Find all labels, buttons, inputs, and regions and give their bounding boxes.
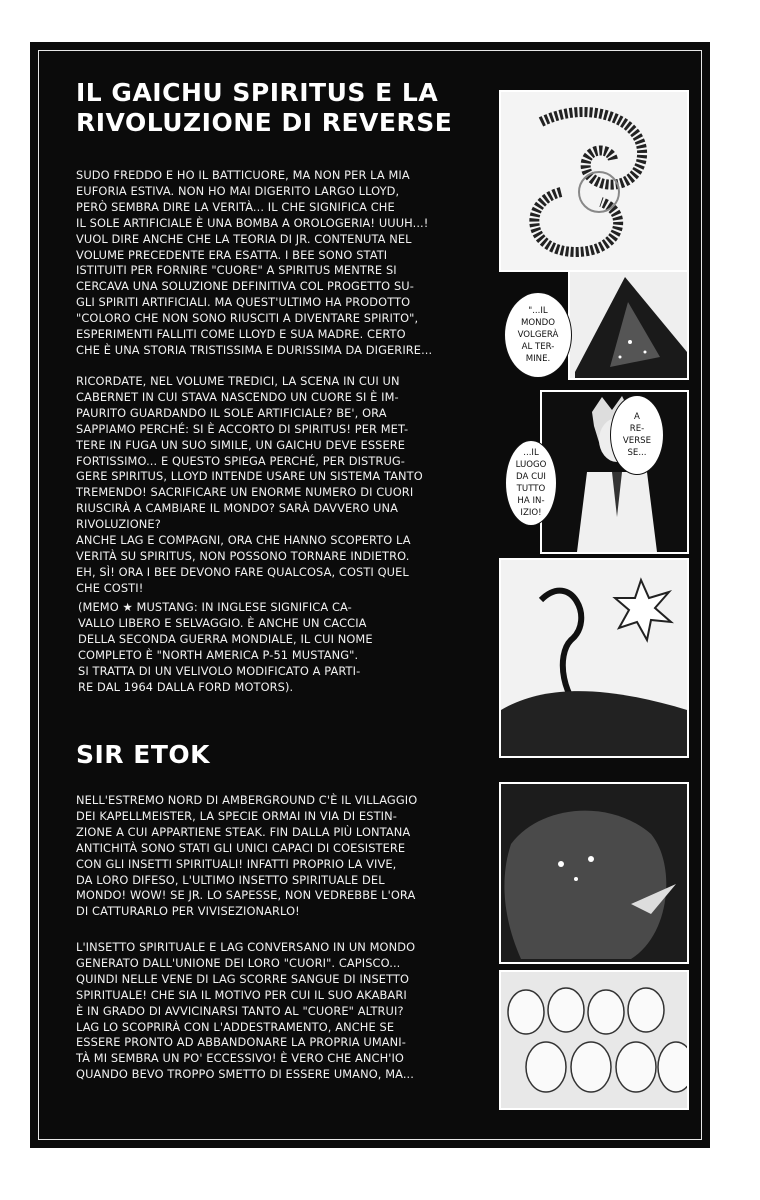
paragraph-spirit-insect: L'INSETTO SPIRITUALE E LAG CONVERSANO IN UN MONDO GENERATO DALL'UNIONE DEI LORO "CUORI". CAPISCO... QUINDI NELLE VENE DI LAG SCORRE SANGUE DI INSETTO SPIRITUALE! CHE SIA IL MOTIVO PER CUI IL SUO AKABARI È IN GRADO DI AVVICINARSI TANTO AL "CUORE" ALTRUI? LAG LO SCOPRIRÀ CON L'ADDESTRAMENTO, ANCHE SE ESSERE PRONTO AD ABBANDONARE LA PROPRIA UMANI- TÀ MI SEMBRA UN PO' ECCESSIVO! È VERO CHE ANCH'IO QUANDO BEVO TROPPO SMETTO DI ESSERE UMANO, MA... <box>76 940 416 1082</box>
speech-bubble-reverse: A RE- VERSE SE... <box>610 395 664 475</box>
paragraph-mustang-memo: (MEMO ★ MUSTANG: IN INGLESE SIGNIFICA CA- VALLO LIBERO E SELVAGGIO. È ANCHE UN CACCIA DELLA SECONDA GUERRA MONDIALE, IL CUI NOME COMPLETO È "NORTH AMERICA P-51 MUSTANG". SI TRATTA DI UN VELIVOLO MODIFICATO A PARTI- RE DAL 1964 DALLA FORD MOTORS). <box>78 600 373 694</box>
manga-panel-crystal <box>568 270 689 380</box>
section-title-sir-etok: SIR ETOK <box>76 740 211 769</box>
insect-illustration <box>501 784 687 962</box>
speech-bubble-world-end: "...IL MONDO VOLGERÀ AL TER- MINE. <box>504 292 572 378</box>
paragraph-spiritus-intro: SUDO FREDDO E HO IL BATTICUORE, MA NON PER LA MIA EUFORIA ESTIVA. NON HO MAI DIGERITO LARGO LLOYD, PERÒ SEMBRA DIRE LA VERITÀ... IL CHE SIGNIFICA CHE IL SOLE ARTIFICIALE È UNA BOMBA A OROLOGERIA! UUUH...! VUOL DIRE ANCHE CHE LA TEORIA DI JR. CONTENUTA NEL VOLUME PRECEDENTE ERA ESATTA. I BEE SONO STATI ISTITUITI PER FORNIRE "CUORE" A SPIRITUS MENTRE SI CERCAVA UNA SOLUZIONE DEFINITIVA COL PROGETTO SU- GLI SPIRITI ARTIFICIALI. MA QUEST'ULTIMO HA PRODOTTO "COLORO CHE NON SONO RIUSCITI A DIVENTARE SPIRITO", ESPERIMENTI FALLITI COME LLOYD E SUA MADRE. CERTO CHE È UNA STORIA TRISTISSIMA E DURISSIMA DA DIGERIRE... <box>76 168 433 357</box>
creature-illustration <box>501 560 687 756</box>
paragraph-cabernet: RICORDATE, NEL VOLUME TREDICI, LA SCENA IN CUI UN CABERNET IN CUI STAVA NASCENDO UN CUORE SI È IM- PAURITO GUARDANDO IL SOLE ARTIFICIALE? BE', ORA SAPPIAMO PERCHÉ: SI È ACCORTO DI SPIRITUS! PER MET- TERE IN FUGA UN SUO SIMILE, UN GAICHU DEVE ESSERE FORTISSIMO... E QUESTO SPIEGA PERCHÉ, PER DISTRUG- GERE SPIRITUS, LLOYD INTENDE USARE UN SISTEMA TANTO TREMENDO! SACRIFICARE UN ENORME NUMERO DI CUORI RIUSCIRÀ A CAMBIARE IL MONDO? SARÀ DAVVERO UNA RIVOLUZIONE? ANCHE LAG E COMPAGNI, ORA CHE HANNO SCOPERTO LA VERITÀ SU SPIRITUS, NON POSSONO TORNARE INDIETRO. EH, SÌ! ORA I BEE DEVONO FARE QUALCOSA, COSTI QUEL CHE COSTI! <box>76 374 423 595</box>
manga-panel-creature <box>499 558 689 758</box>
paragraph-kapellmeister: NELL'ESTREMO NORD DI AMBERGROUND C'È IL VILLAGGIO DEI KAPELLMEISTER, LA SPECIE ORMAI IN VIA DI ESTIN- ZIONE A CUI APPARTIENE STEAK. FIN DALLA PIÙ LONTANA ANTICHITÀ SONO STATI GLI UNICI CAPACI DI COESISTERE CON GLI INSETTI SPIRITUALI! INFATTI PROPRIO LA VIVE, DA LORO DIFESO, L'ULTIMO INSETTO SPIRITUALE DEL MONDO! WOW! SE JR. LO SAPESSE, NON VEDREBBE L'ORA DI CATTURARLO PER VIVISEZIONARLO! <box>76 793 418 919</box>
spiral-illustration <box>501 92 687 270</box>
manga-panel-insect <box>499 782 689 964</box>
manga-panel-crowd <box>499 970 689 1110</box>
crowd-illustration <box>501 972 687 1108</box>
speech-bubble-origin: ...IL LUOGO DA CUI TUTTO HA IN- IZIO! <box>505 440 557 526</box>
crystal-illustration <box>570 272 687 378</box>
manga-panel-spiral-sun <box>499 90 689 272</box>
section-title-gaichu-spiritus: IL GAICHU SPIRITUS E LA RIVOLUZIONE DI REVERSE <box>76 78 453 137</box>
